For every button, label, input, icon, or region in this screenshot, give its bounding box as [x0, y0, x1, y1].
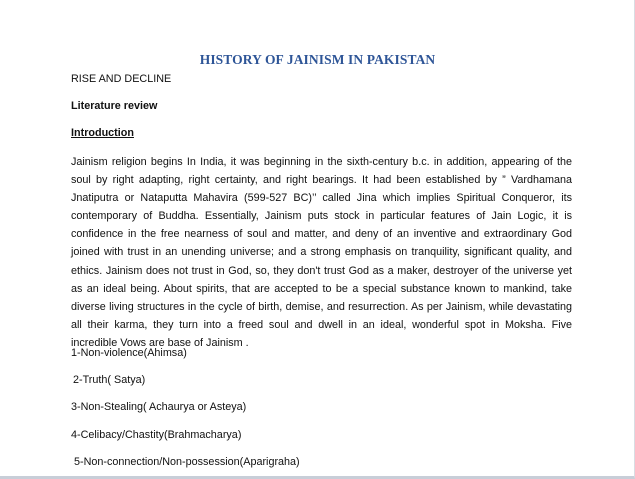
- vow-item-truth: 2-Truth( Satya): [73, 374, 146, 386]
- paragraph-line: joined with trust in an unending universe; and a strong emphasis on tranquility, significant quality, and: [71, 246, 572, 259]
- document-title: HISTORY OF JAINISM IN PAKISTAN: [199, 52, 436, 67]
- vow-item-non-violence: 1-Non-violence(Ahimsa): [71, 347, 187, 359]
- paragraph-line: contemporary of Buddha. Essentially, Jainism puts stock in particular features of Jain Logic, it is: [71, 210, 572, 223]
- heading-introduction: Introduction: [71, 127, 134, 139]
- paragraph-line: as an ideal being. About spirits, that are accepted to be a special substance known to mankind, take: [71, 282, 572, 295]
- paragraph-line: diverse living structures in the cycle of birth, demise, and resurrection. As per Jainism, while devastating: [71, 300, 572, 313]
- paragraph-line: soul by right adapting, right certainty, and right bearings. It had been established by ” Vardhamana: [71, 174, 572, 187]
- paragraph-line: Jainism religion begins In India, it was beginning in the sixth-century b.c. in addition, appearing of the: [71, 156, 572, 168]
- paragraph-line: Jnatiputra or Nataputta Mahavira (599-527 BC)’’ called Jina which implies Spiritual Conqueror, its: [71, 192, 572, 205]
- vow-item-celibacy: 4-Celibacy/Chastity(Brahmacharya): [71, 429, 242, 441]
- vow-item-non-possession: 5-Non-connection/Non-possession(Aparigraha): [74, 456, 300, 468]
- paragraph-line: all their karma, they turn into a freed soul and dwell in an ideal, wonderful spot in Moksha. Five: [71, 318, 572, 331]
- vow-item-non-stealing: 3-Non-Stealing( Achaurya or Asteya): [71, 401, 247, 413]
- paragraph-line: confidence in the free nearness of soul and matter, and deny of an inventive and extraordinary God: [71, 228, 572, 241]
- document-subtitle: RISE AND DECLINE: [71, 73, 172, 85]
- paragraph-line: incredible Vows are base of Jainism .: [71, 336, 249, 349]
- heading-literature-review: Literature review: [71, 100, 158, 112]
- introduction-paragraph: [71, 153, 572, 352]
- paragraph-line: ethics. Jainism does not trust in God, so, they don't trust God as a maker, destroyer of the universe yet: [71, 264, 572, 277]
